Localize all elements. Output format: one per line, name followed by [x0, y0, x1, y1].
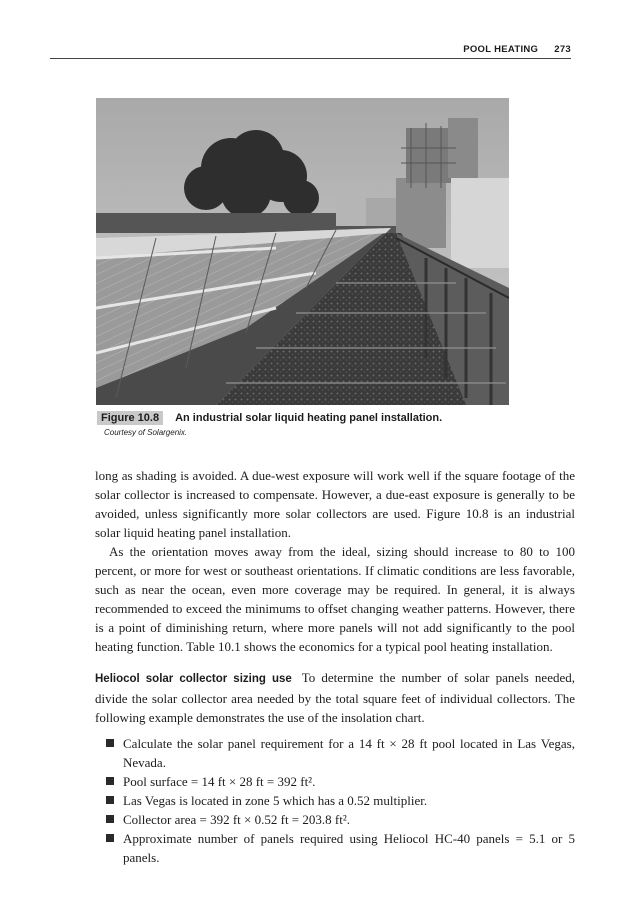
paragraph-3-text: To determine the number of solar panels needed, divide the solar collector area needed by the total square feet of individual collectors. The following example demonstrates the use of the insolation chart. — [95, 670, 575, 725]
paragraph-3 — [95, 668, 575, 727]
paragraph-2: As the orientation moves away from the ideal, sizing should increase to 80 to 100 percent, or more for west or southeast orientations. If climatic conditions are less favorable, such as near the ocean, even more coverage may be required. In general, it is always recommended to exceed the minimums to offset changing weather patterns. However, there is a point of diminishing return, where more panels will not add significantly to the pool heating function. Table 10.1 shows the economics for a typical pool heating installation. — [95, 544, 575, 654]
figure-credit: Courtesy of Solargenix. — [104, 428, 188, 437]
page-number: 273 — [554, 44, 571, 55]
list-item — [104, 829, 575, 867]
list-item-text: Las Vegas is located in zone 5 which has a 0.52 multiplier. — [123, 793, 428, 808]
example-bullet-list — [104, 734, 575, 867]
list-item — [104, 734, 575, 772]
list-item — [104, 791, 575, 810]
square-bullet-icon — [106, 834, 114, 842]
list-item — [104, 810, 575, 829]
figure-label: Figure 10.8 — [97, 411, 163, 425]
sub-heading: Heliocol solar collector sizing use — [95, 673, 292, 685]
paragraph-1: long as shading is avoided. A due-west exposure will work well if the square footage of the solar collector is increased to compensate. However, a due-east exposure is generally to be avoided, unless significantly more solar collectors are used. Figure 10.8 is an industrial solar liquid heating panel installation. — [95, 468, 575, 540]
running-header — [463, 44, 571, 55]
square-bullet-icon — [106, 815, 114, 823]
square-bullet-icon — [106, 796, 114, 804]
square-bullet-icon — [106, 777, 114, 785]
figure-caption — [97, 412, 442, 424]
header-section-title: POOL HEATING — [463, 44, 539, 55]
square-bullet-icon — [106, 739, 114, 747]
list-item-text: Calculate the solar panel requirement for a 14 ft × 28 ft pool located in Las Vegas, Nevada. — [123, 736, 575, 770]
header-rule — [50, 58, 571, 59]
photo-illustration — [96, 98, 509, 405]
list-item-text: Approximate number of panels required using Heliocol HC-40 panels = 5.1 or 5 panels. — [123, 831, 575, 865]
list-item-text: Pool surface = 14 ft × 28 ft = 392 ft². — [123, 774, 316, 789]
list-item — [104, 772, 575, 791]
list-item-text: Collector area = 392 ft × 0.52 ft = 203.8 ft². — [123, 812, 350, 827]
figure-caption-text: An industrial solar liquid heating panel installation. — [175, 412, 443, 424]
solar-panel-photo — [96, 98, 509, 405]
